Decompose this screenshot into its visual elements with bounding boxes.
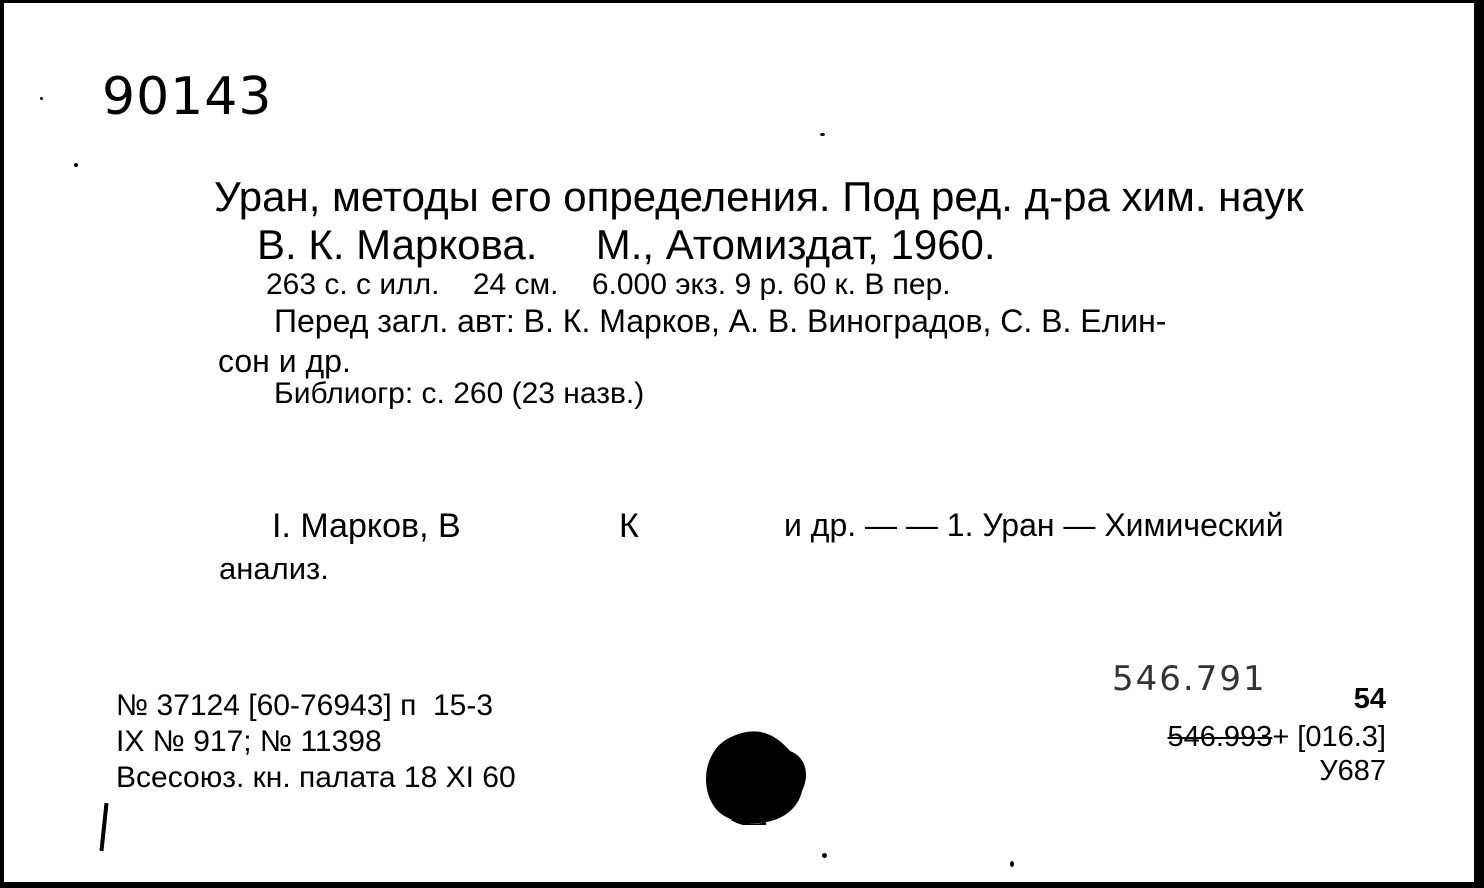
dust-speck bbox=[820, 133, 825, 136]
udc-addition: + [016.3] bbox=[1272, 721, 1386, 753]
tracing-subject-continued: анализ. bbox=[219, 551, 329, 586]
registration-line-1: № 37124 [60-76943] п 15-3 bbox=[116, 689, 494, 722]
authors-line-1: Перед загл. авт: В. К. Марков, А. В. Виноградов, С. В. Елин- bbox=[274, 303, 1167, 339]
handwritten-class-number: 546.791 bbox=[1112, 659, 1267, 699]
registration-line-3: Всесоюз. кн. палата 18 XI 60 bbox=[116, 761, 516, 794]
tracing-author: I. Марков, В bbox=[272, 507, 461, 545]
authors-line-2: сон и др. bbox=[218, 343, 351, 379]
dust-speck bbox=[40, 97, 43, 100]
dust-speck bbox=[74, 163, 78, 167]
title-line-2: В. К. Маркова. М., Атомиздат, 1960. bbox=[257, 221, 996, 268]
tracing-subject: и др. — — 1. Уран — Химический bbox=[784, 507, 1284, 543]
pencil-mark-icon bbox=[100, 803, 109, 851]
catalog-card bbox=[4, 3, 1474, 882]
bibliography-line: Библиогр: с. 260 (23 назв.) bbox=[274, 377, 645, 410]
accession-number: 90143 bbox=[102, 67, 273, 127]
title-line-1: Уран, методы его определения. Под ред. д-ра хим. наук bbox=[214, 173, 1304, 220]
dust-speck bbox=[1010, 861, 1014, 867]
udc-struck-number: 546.993 bbox=[1167, 721, 1273, 753]
class-number: 54 bbox=[1353, 683, 1386, 715]
author-mark: У687 bbox=[1319, 755, 1386, 787]
registration-line-2: IX № 917; № 11398 bbox=[116, 725, 382, 758]
ink-blot-icon bbox=[702, 729, 810, 825]
dust-speck bbox=[822, 853, 827, 858]
pages-line: 263 с. с илл. 24 см. 6.000 экз. 9 р. 60 к. В пер. bbox=[266, 268, 951, 301]
udc-number bbox=[1167, 721, 1386, 754]
tracing-initial: К bbox=[619, 507, 639, 545]
